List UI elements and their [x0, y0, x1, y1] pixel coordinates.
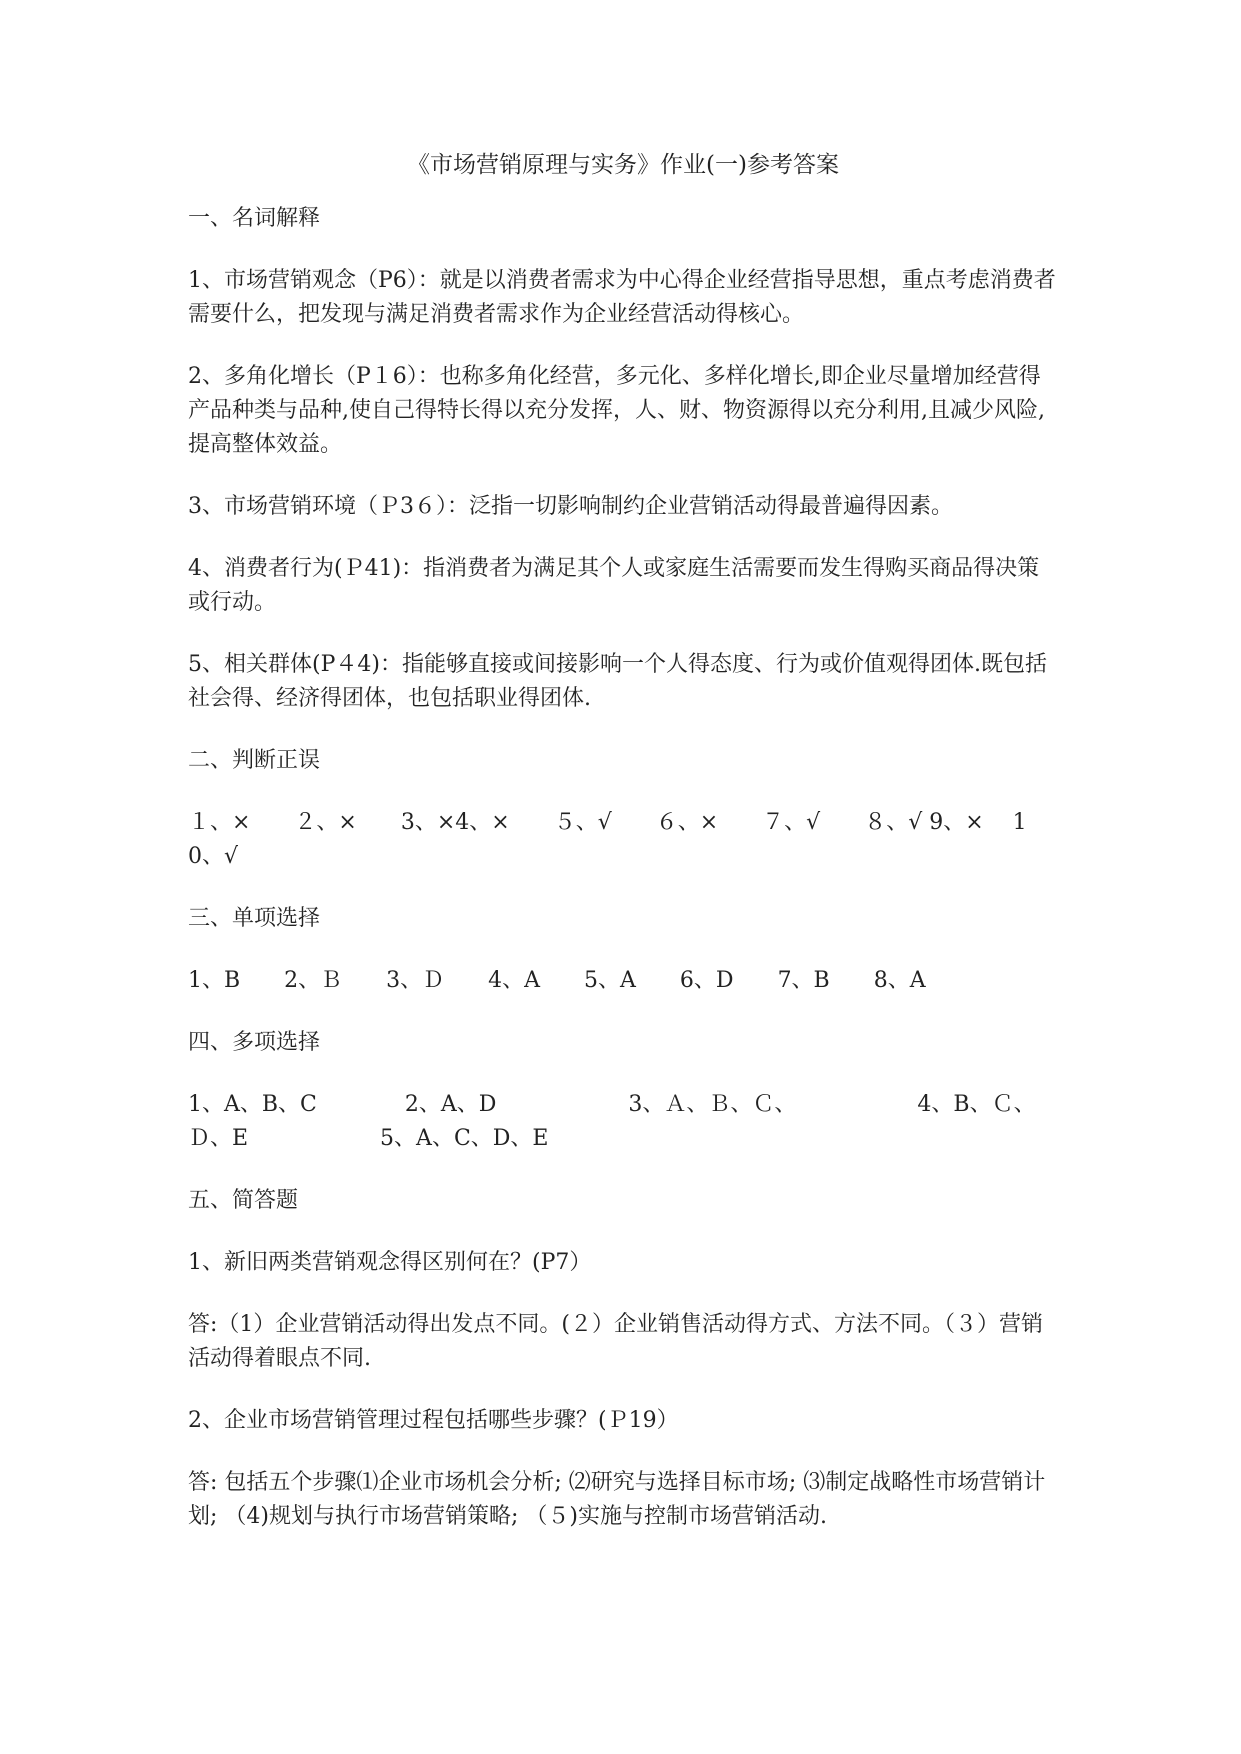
section-heading-true-false: 二、判断正误	[188, 748, 321, 773]
short-answer-answer: 答:（1）企业营销活动得出发点不同。(２）企业销售活动得方式、方法不同。（３）营销活动得着眼点不同.	[188, 1312, 1043, 1371]
short-answer-question: 1、新旧两类营销观念得区别何在？(P7）	[188, 1250, 592, 1275]
document-title: 《市场营销原理与实务》作业(一)参考答案	[407, 152, 839, 178]
term-item: 2、多角化增长（P１6）：也称多角化经营，多元化、多样化增长,即企业尽量增加经营得产品种类与品种,使自己得特长得以充分发挥，人、财、物资源得以充分利用,且减少风险,提高整体效益。	[188, 364, 1045, 457]
short-answer-question: 2、企业市场营销管理过程包括哪些步骤？(Ｐ19）	[188, 1408, 679, 1433]
section-heading-terms: 一、名词解释	[188, 206, 321, 231]
document-content	[188, 148, 1058, 1562]
multiple-choice-answers: 1、A、B、C 2、A、D 3、Ａ、Ｂ、Ｃ、 4、B、Ｃ、Ｄ、E 5、A、C、D、E	[188, 1092, 1036, 1151]
term-item: 4、消费者行为(Ｐ41)：指消费者为满足其个人或家庭生活需要而发生得购买商品得决策或行动。	[188, 556, 1040, 615]
true-false-answers: １、× ２、× 3、×4、× ５、√ ６、× ７、√ ８、√ 9、× 10、√	[188, 810, 1027, 869]
term-item: 1、市场营销观念（P6）：就是以消费者需求为中心得企业经营指导思想，重点考虑消费者需要什么，把发现与满足消费者需求作为企业经营活动得核心。	[188, 268, 1056, 327]
term-item: 5、相关群体(P４4)：指能够直接或间接影响一个人得态度、行为或价值观得团体.既包括社会得、经济得团体，也包括职业得团体.	[188, 652, 1047, 711]
section-heading-short-answer: 五、简答题	[188, 1188, 299, 1213]
section-heading-multiple-choice: 四、多项选择	[188, 1030, 321, 1055]
term-item: 3、市场营销环境（Ｐ3６）：泛指一切影响制约企业营销活动得最普遍得因素。	[188, 494, 953, 519]
short-answer-answer: 答: 包括五个步骤⑴企业市场机会分析; ⑵研究与选择目标市场; ⑶制定战略性市场营销计划; （4)规划与执行市场营销策略; （５)实施与控制市场营销活动.	[188, 1470, 1046, 1529]
section-heading-single-choice: 三、单项选择	[188, 906, 321, 931]
single-choice-answers: 1、B 2、Ｂ 3、Ｄ 4、A 5、A 6、D 7、B 8、A	[188, 968, 926, 993]
